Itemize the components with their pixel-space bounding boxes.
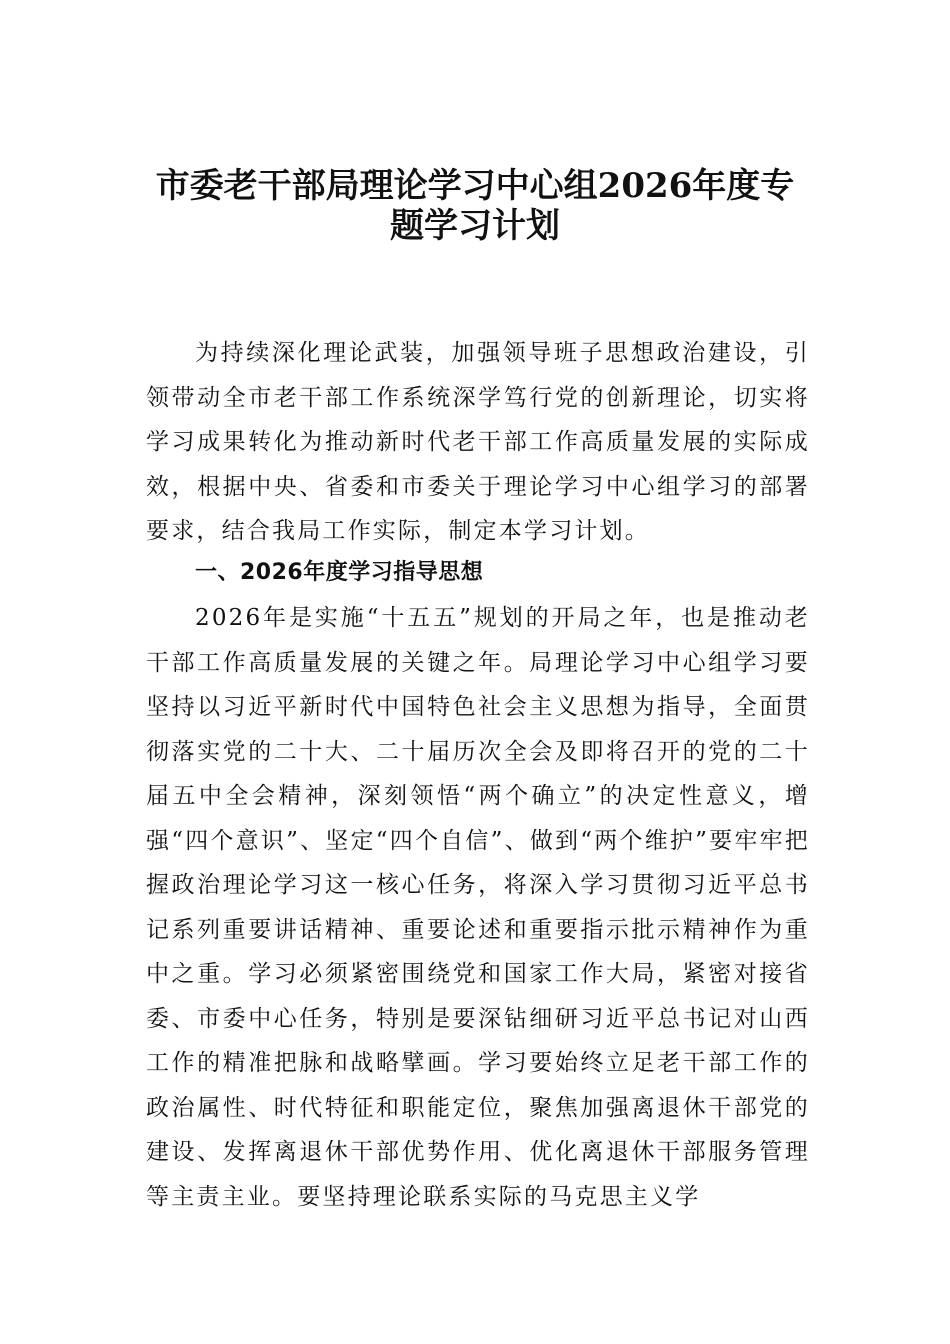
intro-paragraph: 为持续深化理论武装，加强领导班子思想政治建设，引领带动全市老干部工作系统深学笃行党的创新理论，切实将学习成果转化为推动新时代老干部工作高质量发展的实际成效，根据中央、省委和市委关于理论学习中心组学习的部署要求，结合我局工作实际，制定本学习计划。 (146, 340, 810, 544)
document-title-line-1: 市委老干部局理论学习中心组2026年度专 (155, 166, 795, 206)
document-title-line-2: 题学习计划 (390, 206, 560, 246)
section-heading: 一、2026年度学习指导思想 (195, 560, 484, 585)
section-paragraph: 2026年是实施“十五五”规划的开局之年，也是推动老干部工作高质量发展的关键之年。局理论学习中心组学习要坚持以习近平新时代中国特色社会主义思想为指导，全面贯彻落实党的二十大、二十届历次全会及即将召开的党的二十届五中全会精神，深刻领悟“两个确立”的决定性意义，增强“四个意识”、坚定“四个自信”、做到“两个维护”要牢牢把握政治理论学习这一核心任务，将深入学习贯彻习近平总书记系列重要讲话精神、重要论述和重要指示批示精神作为重中之重。学习必须紧密围绕党和国家工作大局，紧密对接省委、市委中心任务，特别是要深钻细研习近平总书记对山西工作的精准把脉和战略擘画。学习要始终立足老干部工作的政治属性、时代特征和职能定位，聚焦加强离退休干部党的建设、发挥离退休干部优势作用、优化离退休干部服务管理等主责主业。要坚持理论联系实际的马克思主义学 (146, 605, 810, 1210)
